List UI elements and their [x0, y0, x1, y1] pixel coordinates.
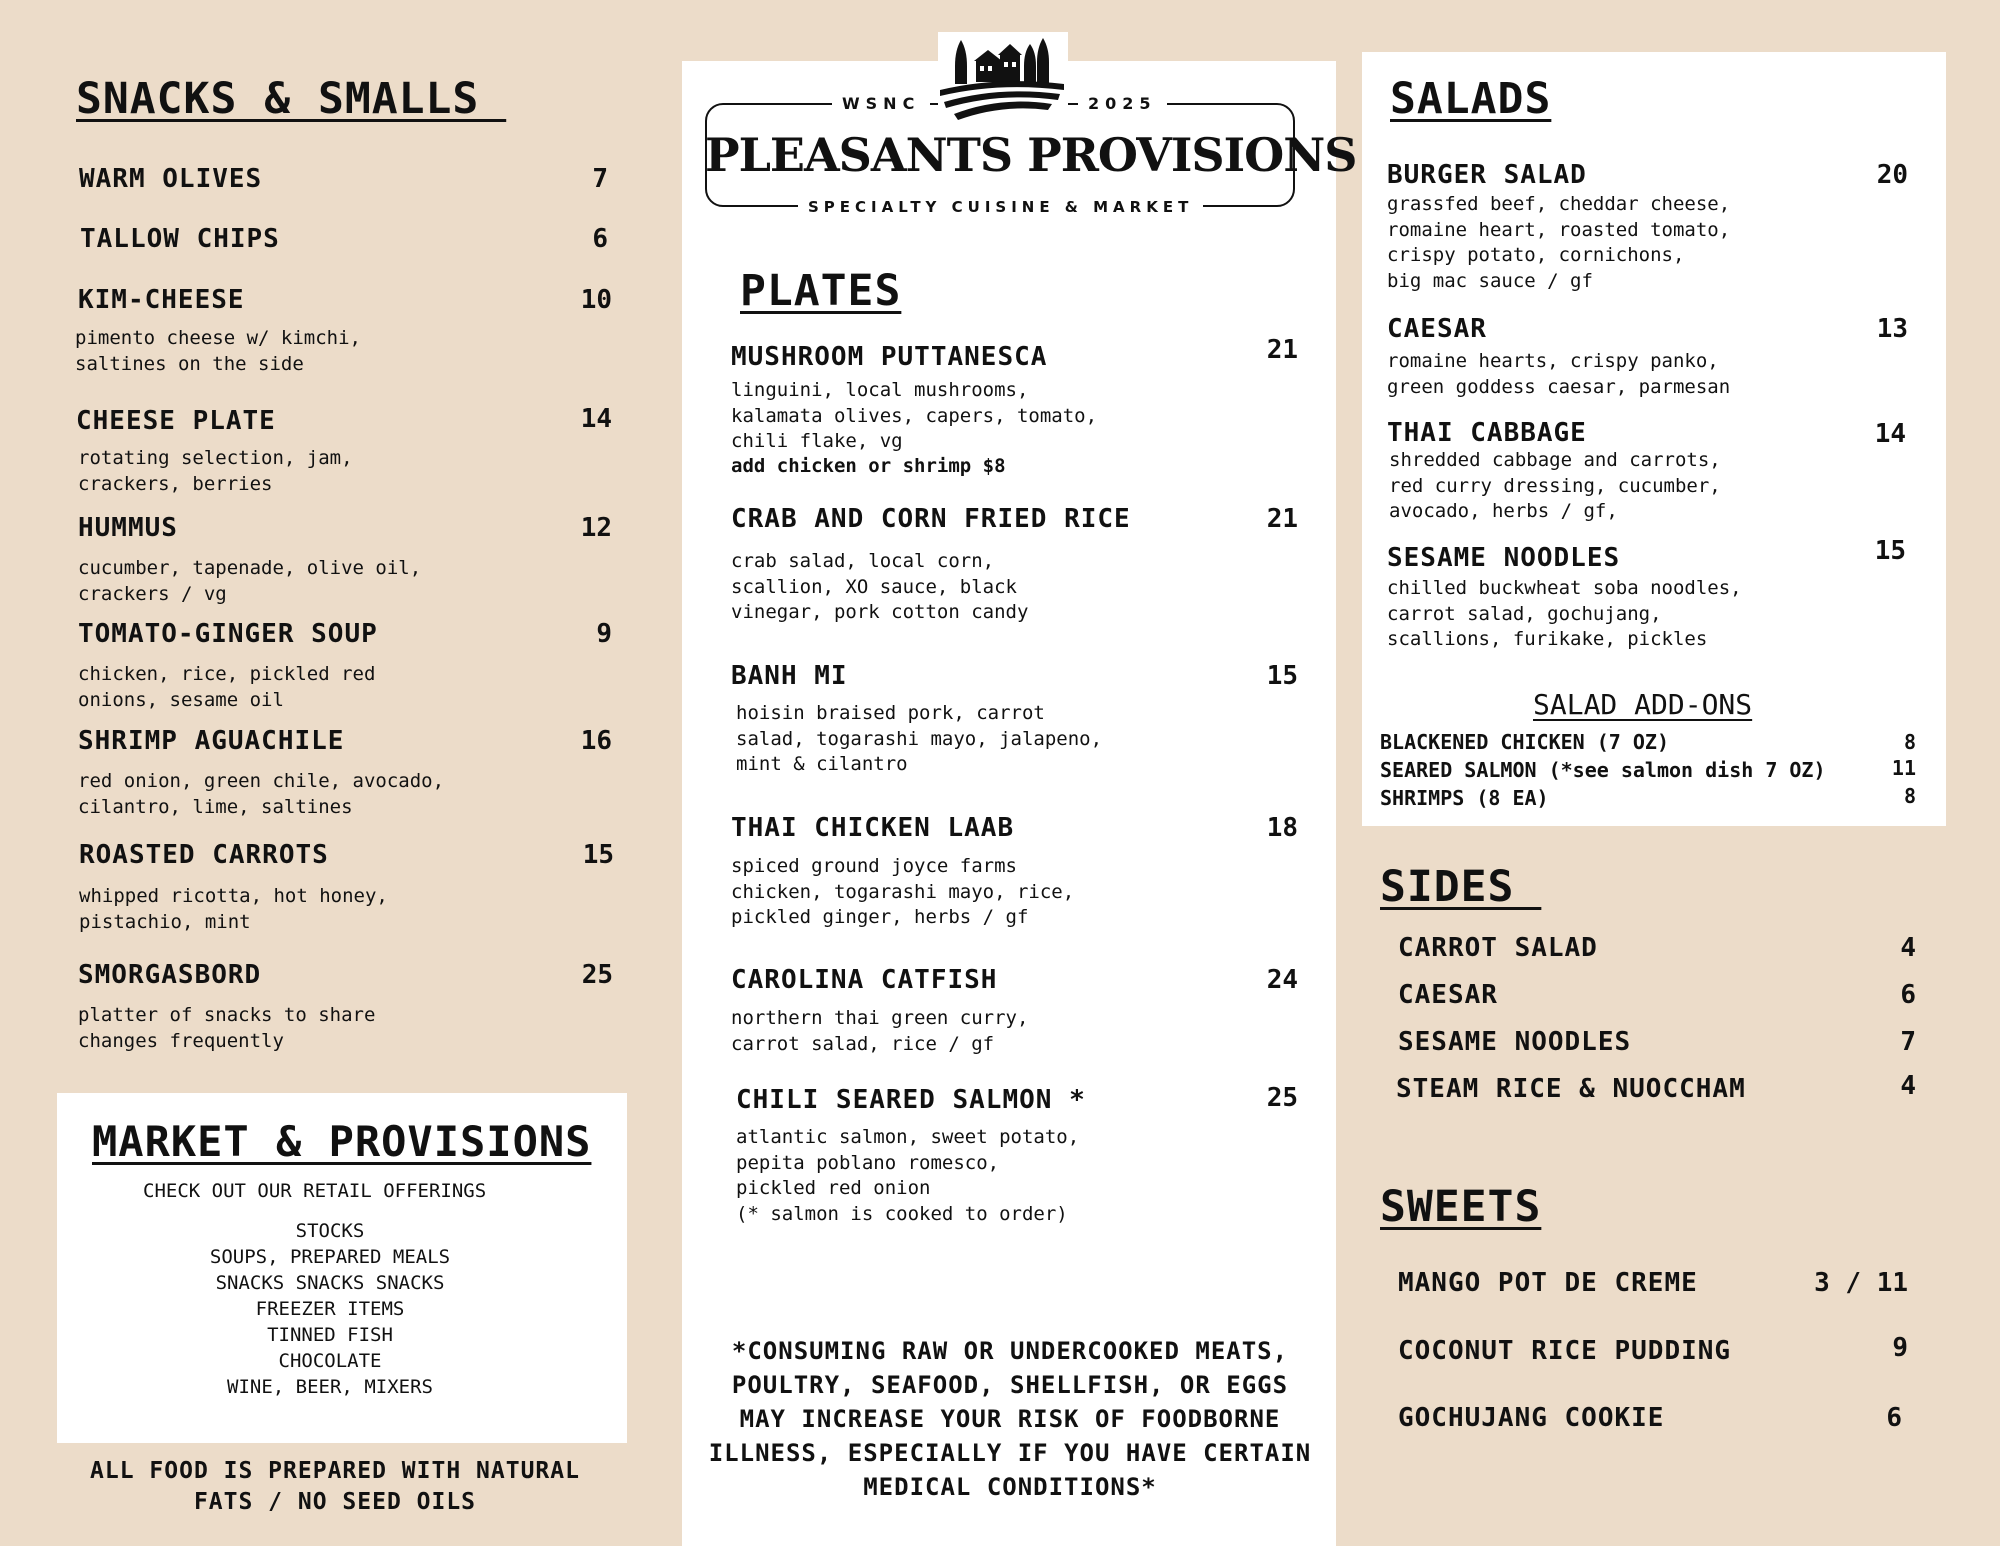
menu-item-name: COCONUT RICE PUDDING — [1398, 1336, 1732, 1366]
menu-item-name: HUMMUS — [78, 513, 178, 543]
logo-name: PLEASANTS PROVISIONS — [705, 128, 1357, 182]
menu-item-price: 10 — [580, 285, 612, 315]
logo-tagline: SPECIALTY CUISINE & MARKET — [798, 198, 1203, 216]
menu-item-name: THAI CABBAGE — [1387, 418, 1587, 448]
menu-item-price: 13 — [1876, 314, 1908, 344]
addon-price: 11 — [1891, 756, 1916, 780]
menu-item-description: grassfed beef, cheddar cheese, romaine heart, roasted tomato, crispy potato, cornichons, big mac sauce / gf — [1387, 193, 1731, 292]
menu-item-name: BURGER SALAD — [1387, 160, 1587, 190]
menu-item-name: CHEESE PLATE — [76, 406, 276, 436]
menu-item-price: 24 — [1266, 965, 1298, 995]
market-subtitle: CHECK OUT OUR RETAIL OFFERINGS — [143, 1180, 487, 1202]
farmhouse-icon — [938, 32, 1068, 124]
menu-item-description: hoisin braised pork, carrot salad, togarashi mayo, jalapeno, mint & cilantro — [736, 702, 1103, 775]
menu-item-price: 25 — [581, 960, 613, 990]
menu-item-description: romaine hearts, crispy panko, green goddess caesar, parmesan — [1387, 350, 1731, 398]
menu-item-price: 7 — [1900, 1027, 1916, 1057]
salad-addons-title: SALAD ADD-ONS — [1533, 688, 1753, 721]
menu-item-price: 4 — [1900, 1071, 1916, 1101]
menu-item-price: 6 — [1900, 980, 1916, 1010]
sweets-title: SWEETS — [1380, 1182, 1542, 1232]
menu-item-description: cucumber, tapenade, olive oil, crackers / vg — [78, 557, 422, 605]
menu-item-description: atlantic salmon, sweet potato, pepita poblano romesco, pickled red onion (* salmon is cooked to order) — [736, 1126, 1080, 1225]
menu-item-name: SMORGASBORD — [78, 960, 262, 990]
menu-item-name: WARM OLIVES — [79, 164, 263, 194]
addon-price: 8 — [1903, 784, 1916, 808]
menu-item-price: 25 — [1266, 1083, 1298, 1113]
menu-item-price: 20 — [1876, 160, 1908, 190]
menu-item-name: SESAME NOODLES — [1398, 1027, 1632, 1057]
logo-left-text: WSNC — [832, 94, 930, 113]
plates-title: PLATES — [740, 266, 902, 316]
menu-item-name: ROASTED CARROTS — [79, 840, 329, 870]
snacks-title: SNACKS & SMALLS — [76, 74, 507, 124]
menu-item-name: CAESAR — [1387, 314, 1487, 344]
menu-item-name: SESAME NOODLES — [1387, 543, 1621, 573]
menu-item-price: 21 — [1266, 504, 1298, 534]
menu-item-description: pimento cheese w/ kimchi, saltines on the side — [75, 327, 361, 375]
menu-item-description: chilled buckwheat soba noodles, carrot salad, gochujang, scallions, furikake, pickles — [1387, 577, 1742, 650]
menu-item-name: BANH MI — [731, 661, 848, 691]
menu-item-price: 15 — [1266, 661, 1298, 691]
menu-item-price: 4 — [1900, 933, 1916, 963]
menu-item-description: chicken, rice, pickled red onions, sesame oil — [78, 663, 376, 711]
menu-item-price: 6 — [1886, 1403, 1902, 1433]
menu-item-description: shredded cabbage and carrots, red curry dressing, cucumber, avocado, herbs / gf, — [1389, 449, 1721, 522]
addon-price: 8 — [1903, 730, 1916, 754]
menu-item-description: linguini, local mushrooms, kalamata olives, capers, tomato, chili flake, vg — [731, 379, 1098, 452]
market-title: MARKET & PROVISIONS — [92, 1117, 592, 1166]
menu-item-name: GOCHUJANG COOKIE — [1398, 1403, 1665, 1433]
menu-item-description: rotating selection, jam, crackers, berries — [78, 447, 353, 495]
menu-item-description: platter of snacks to share changes frequently — [78, 1004, 376, 1052]
menu-item-price: 6 — [592, 224, 608, 254]
menu-item-name: CAESAR — [1398, 980, 1498, 1010]
menu-item-name: TALLOW CHIPS — [80, 224, 280, 254]
menu-item-price: 12 — [580, 513, 612, 543]
menu-item-description: crab salad, local corn, scallion, XO sauce, black vinegar, pork cotton candy — [731, 550, 1029, 623]
footer-note: ALL FOOD IS PREPARED WITH NATURAL FATS / NO SEED OILS — [90, 1458, 580, 1515]
menu-item-price: 9 — [1892, 1333, 1908, 1363]
addon-name: BLACKENED CHICKEN (7 OZ) — [1380, 730, 1669, 754]
menu-item-name: TOMATO-GINGER SOUP — [78, 619, 378, 649]
menu-item-name: THAI CHICKEN LAAB — [731, 813, 1015, 843]
logo-right-text: 2025 — [1078, 94, 1167, 113]
menu-item-price: 7 — [592, 164, 608, 194]
food-safety-warning: *CONSUMING RAW OR UNDERCOOKED MEATS, POULTRY, SEAFOOD, SHELLFISH, OR EGGS MAY INCREASE YOUR RISK OF FOODBORNE ILLNESS, ESPECIALLY IF YOU HAVE CERTAIN MEDICAL CONDITIONS* — [708, 1337, 1312, 1501]
menu-item-price: 18 — [1266, 813, 1298, 843]
menu-item-description: northern thai green curry, carrot salad, rice / gf — [731, 1007, 1029, 1055]
menu-item-price: 15 — [1874, 536, 1906, 566]
menu-item-name: STEAM RICE & NUOCCHAM — [1396, 1074, 1746, 1104]
addon-name: SEARED SALMON (*see salmon dish 7 OZ) — [1380, 758, 1826, 782]
menu-item-name: CARROT SALAD — [1398, 933, 1598, 963]
sides-title: SIDES — [1380, 862, 1542, 912]
menu-item-price: 16 — [580, 726, 612, 756]
menu-item-name: CAROLINA CATFISH — [731, 965, 998, 995]
menu-item-price: 9 — [596, 619, 612, 649]
market-list: STOCKS SOUPS, PREPARED MEALS SNACKS SNACKS SNACKS FREEZER ITEMS TINNED FISH CHOCOLATE WINE, BEER, MIXERS — [209, 1220, 451, 1398]
menu-item-name: KIM-CHEESE — [78, 285, 245, 315]
menu-item-name: MUSHROOM PUTTANESCA — [731, 342, 1048, 372]
menu-item-description: red onion, green chile, avocado, cilantro, lime, saltines — [78, 770, 445, 818]
menu-item-name: CHILI SEARED SALMON * — [736, 1085, 1086, 1115]
menu-item-name: CRAB AND CORN FRIED RICE — [731, 504, 1131, 534]
menu-item-description: spiced ground joyce farms chicken, togarashi mayo, rice, pickled ginger, herbs / gf — [731, 855, 1075, 928]
menu-item-description: whipped ricotta, hot honey, pistachio, mint — [79, 885, 388, 933]
menu-item-price: 15 — [582, 840, 614, 870]
menu-item-addon-note: add chicken or shrimp $8 — [731, 455, 1006, 477]
salads-title: SALADS — [1390, 74, 1552, 124]
menu-item-name: SHRIMP AGUACHILE — [78, 726, 345, 756]
menu-item-price: 3 / 11 — [1814, 1268, 1908, 1298]
menu-item-price: 14 — [580, 404, 612, 434]
menu-item-price: 21 — [1266, 335, 1298, 365]
menu-item-name: MANGO POT DE CREME — [1398, 1268, 1698, 1298]
addon-name: SHRIMPS (8 EA) — [1380, 786, 1549, 810]
menu-item-price: 14 — [1874, 419, 1906, 449]
